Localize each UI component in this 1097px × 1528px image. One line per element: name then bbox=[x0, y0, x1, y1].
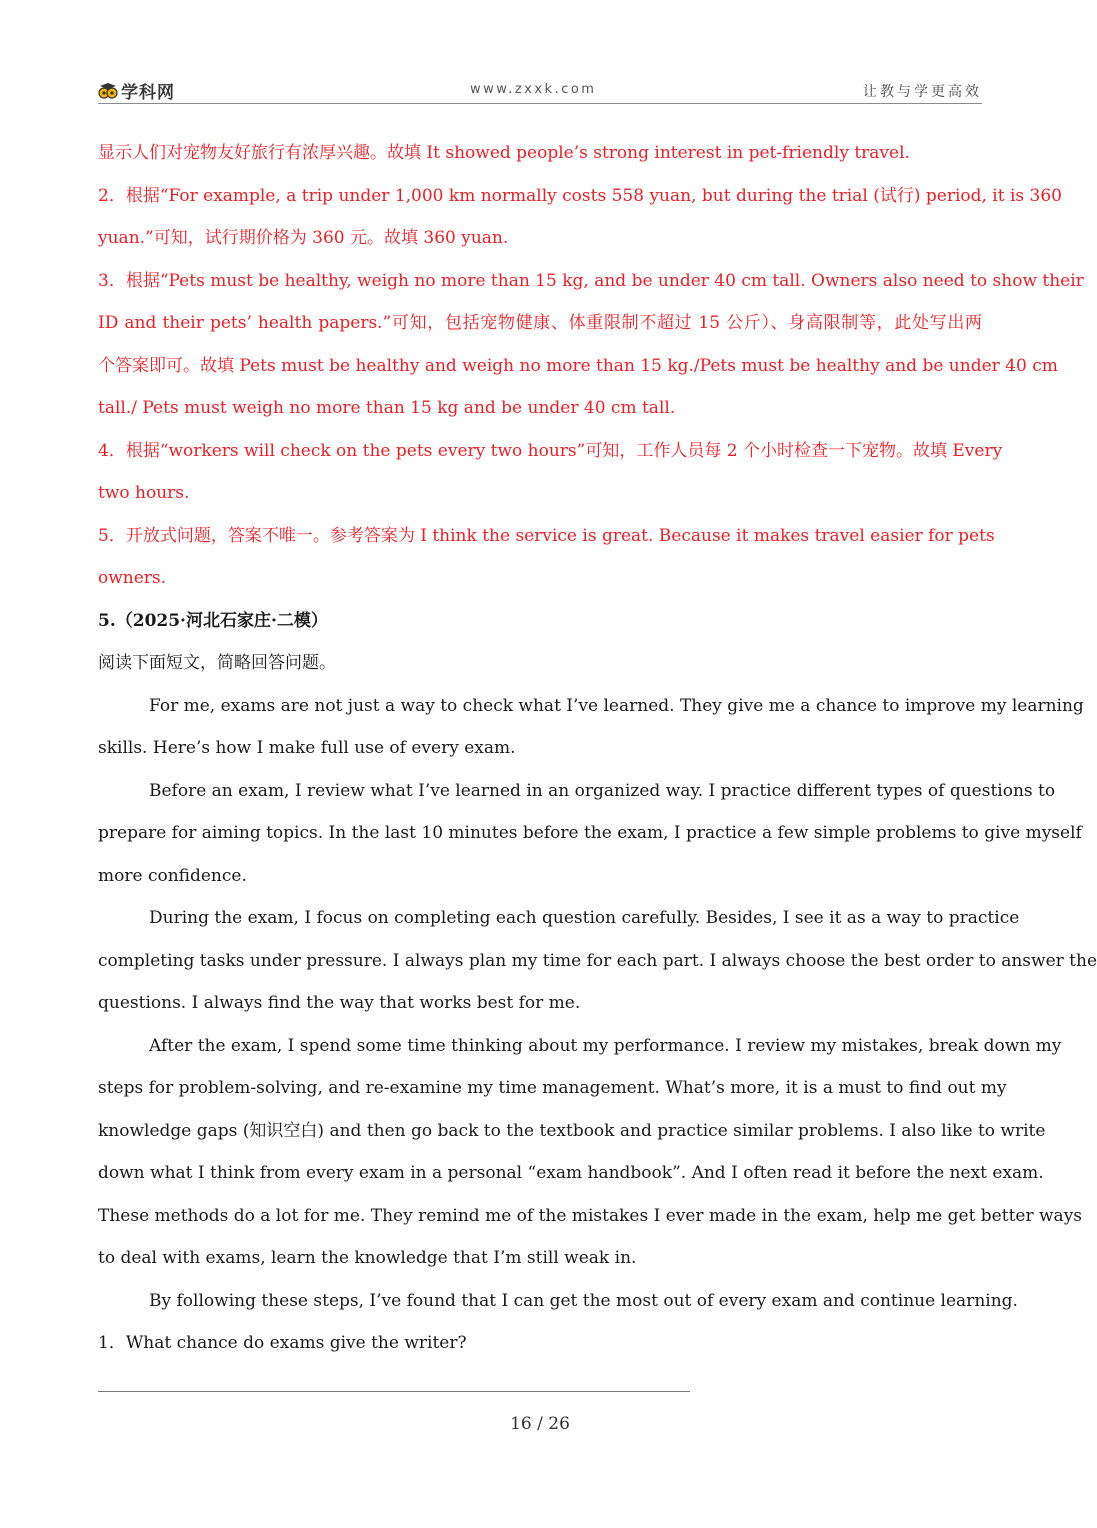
header-divider bbox=[98, 103, 982, 104]
site-url[interactable]: www.zxxk.com bbox=[470, 82, 597, 97]
passage-line: These methods do a lot for me. They remind me of the mistakes I ever made in the exam, help me get better ways bbox=[98, 1206, 1083, 1226]
answer-line: 显示人们对宠物友好旅行有浓厚兴趣。故填 It showed people’s strong interest in pet-friendly travel. bbox=[98, 143, 910, 163]
passage-line: steps for problem-solving, and re-examine my time management. What’s more, it is a must to find out my bbox=[98, 1078, 1007, 1098]
logo-text: 学科网 bbox=[121, 83, 175, 103]
answer-blank-line bbox=[98, 1391, 690, 1392]
passage-line: For me, exams are not just a way to check what I’ve learned. They give me a chance to improve my learning bbox=[149, 696, 1084, 716]
question-instruction: 阅读下面短文，简略回答问题。 bbox=[98, 653, 336, 673]
answer-line: 3．根据“Pets must be healthy, weigh no more than 15 kg, and be under 40 cm tall. Owners also need to show their bbox=[98, 271, 1084, 291]
passage-line: Before an exam, I review what I’ve learned in an organized way. I practice different types of questions to bbox=[149, 781, 1056, 801]
header-slogan: 让教与学更高效 bbox=[863, 84, 982, 100]
answer-line: 5．开放式问题，答案不唯一。参考答案为 I think the service is great. Because it makes travel easier for pets bbox=[98, 526, 995, 546]
question-heading: 5.（2025·河北石家庄·二模） bbox=[98, 611, 328, 631]
question-item: 1．What chance do exams give the writer? bbox=[98, 1333, 467, 1353]
passage-line: questions. I always find the way that works best for me. bbox=[98, 993, 581, 1013]
answer-line: two hours. bbox=[98, 483, 190, 503]
graduation-cap-icon bbox=[98, 82, 118, 100]
answer-line: 4．根据“workers will check on the pets every two hours”可知，工作人员每 2 个小时检查一下宠物。故填 Every bbox=[98, 441, 1003, 461]
passage-line: down what I think from every exam in a personal “exam handbook”. And I often read it before the next exam. bbox=[98, 1163, 1044, 1183]
passage-line: to deal with exams, learn the knowledge that I’m still weak in. bbox=[98, 1248, 637, 1268]
answer-line: tall./ Pets must weigh no more than 15 kg and be under 40 cm tall. bbox=[98, 398, 676, 418]
passage-line: By following these steps, I’ve found that I can get the most out of every exam and continue learning. bbox=[149, 1291, 1018, 1311]
answer-line: yuan.”可知，试行期价格为 360 元。故填 360 yuan. bbox=[98, 228, 509, 248]
passage-line: During the exam, I focus on completing each question carefully. Besides, I see it as a way to practice bbox=[149, 908, 1020, 928]
passage-line: After the exam, I spend some time thinking about my performance. I review my mistakes, break down my bbox=[149, 1036, 1062, 1056]
answer-line: 2．根据“For example, a trip under 1,000 km normally costs 558 yuan, but during the trial (试行) period, it is 360 bbox=[98, 186, 1062, 206]
passage-line: more confidence. bbox=[98, 866, 247, 886]
answer-line: ID and their pets’ health papers.”可知，包括宠物健康、体重限制不超过 15 公斤）、身高限制等，此处写出两 bbox=[98, 313, 982, 333]
answer-line: 个答案即可。故填 Pets must be healthy and weigh no more than 15 kg./Pets must be healthy and be under 40 cm bbox=[98, 356, 1058, 376]
answer-line: owners. bbox=[98, 568, 167, 588]
passage-line: prepare for aiming topics. In the last 10 minutes before the exam, I practice a few simple problems to give myself bbox=[98, 823, 1082, 843]
page-header bbox=[98, 74, 982, 104]
passage-line: completing tasks under pressure. I always plan my time for each part. I always choose the best order to answer the bbox=[98, 951, 1097, 971]
page-number: 16 / 26 bbox=[510, 1414, 570, 1434]
site-logo[interactable] bbox=[98, 78, 175, 103]
passage-line: knowledge gaps (知识空白) and then go back to the textbook and practice similar problems. I also like to write bbox=[98, 1121, 1046, 1141]
passage-line: skills. Here’s how I make full use of every exam. bbox=[98, 738, 516, 758]
